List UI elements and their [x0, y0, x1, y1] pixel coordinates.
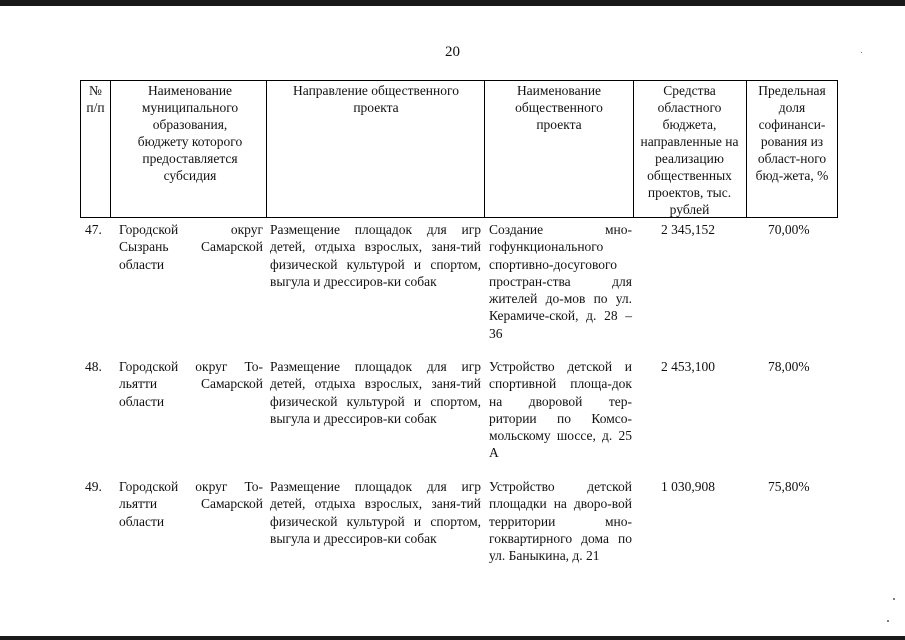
- table-header: [80, 80, 838, 218]
- row-funds: 2 345,152: [661, 222, 715, 237]
- scan-speck: [861, 52, 862, 53]
- scan-speck: [887, 620, 889, 622]
- row-project-name: Создание мно-гофункционального спортивно-досугового простран-ства для жителей до-мов по ул. Керамиче-ской, д. 28 – 36: [489, 222, 632, 341]
- row-direction: Размещение площадок для игр детей, отдыха взрослых, заня-тий физической культурой и спортом, выгула и дрессиров-ки собак: [270, 479, 481, 546]
- row-num: 49.: [85, 479, 102, 494]
- header-num: № п/п: [86, 83, 105, 115]
- scan-speck: [893, 598, 895, 600]
- scan-bottom-edge: [0, 636, 905, 640]
- row-municipality: Городской округ Сызрань Самарской области: [119, 222, 263, 272]
- row-direction: Размещение площадок для игр детей, отдыха взрослых, заня-тий физической культурой и спортом, выгула и дрессиров-ки собак: [270, 359, 481, 426]
- row-share: 78,00%: [768, 359, 810, 374]
- row-project-name: Устройство детской площадки на дворо-вой территории мно-гоквартирного дома по ул. Баныкина, д. 21: [489, 479, 632, 564]
- row-direction: Размещение площадок для игр детей, отдыха взрослых, заня-тий физической культурой и спортом, выгула и дрессиров-ки собак: [270, 222, 481, 289]
- header-project-name: Наименование общественного проекта: [515, 83, 603, 132]
- row-municipality: Городской округ То-льятти Самарской области: [119, 479, 263, 529]
- page-number: 20: [445, 44, 460, 60]
- row-funds: 2 453,100: [661, 359, 715, 374]
- header-funds: Средства областного бюджета, направленные на реализацию общественных проектов, тыс. рублей: [640, 83, 739, 217]
- row-funds: 1 030,908: [661, 479, 715, 494]
- row-project-name: Устройство детской и спортивной площа-док на дворовой тер-ритории по Комсо-мольскому шоссе, д. 25 А: [489, 359, 632, 461]
- row-municipality: Городской округ То-льятти Самарской области: [119, 359, 263, 409]
- scan-top-edge: [0, 0, 905, 6]
- header-municipality: Наименование муниципального образования, бюджету которого предоставляется субсидия: [137, 83, 243, 183]
- row-share: 75,80%: [768, 479, 810, 494]
- table-top-border: [80, 80, 838, 81]
- row-num: 48.: [85, 359, 102, 374]
- header-direction: Направление общественного проекта: [293, 83, 459, 115]
- header-share: Предельная доля софинанси-рования из област-ного бюд-жета, %: [755, 83, 829, 183]
- row-num: 47.: [85, 222, 102, 237]
- row-share: 70,00%: [768, 222, 810, 237]
